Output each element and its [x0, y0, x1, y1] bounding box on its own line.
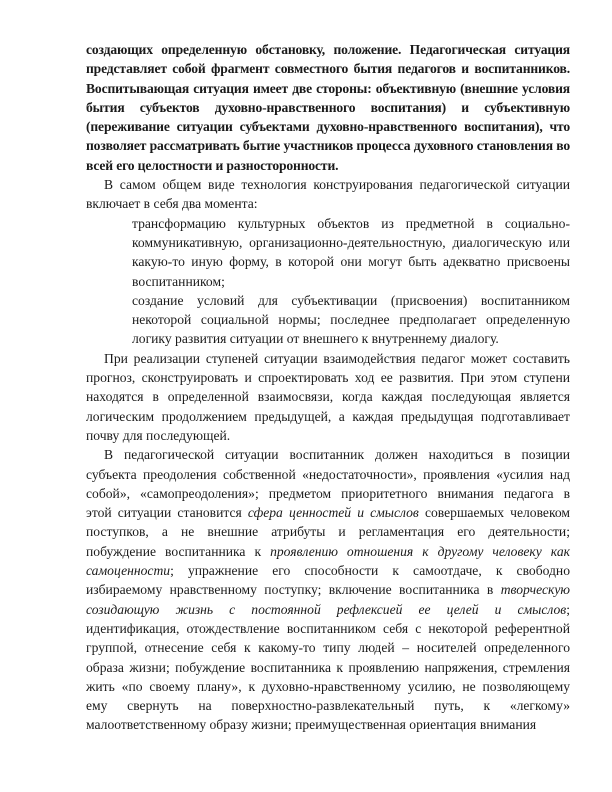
text-line: поступков, а не внешние атрибуты и регламентация его деятельности;	[86, 524, 570, 540]
text-line: В самом общем виде технология конструирования педагогической ситуации	[104, 177, 570, 193]
text-line: почву для последующей.	[86, 427, 231, 443]
text-line: бытия субъектов духовно-нравственного воспитания) и субъективную	[86, 99, 570, 115]
bullet-item	[132, 291, 570, 349]
text-line: ему свернуть на поверхностно-развлекательный путь, к «легкому»	[86, 698, 570, 714]
text-line: самоценности; упражнение его способности к самоотдаче, к свободно	[86, 563, 570, 579]
text-line: собой», «самопреодоления»; предметом приоритетного внимания педагога в	[86, 485, 570, 501]
text-line: логическим продолжением предыдущей, а каждая предыдущая подготавливает	[86, 408, 570, 424]
paragraph	[86, 175, 570, 214]
text-line: идентификация, отождествление воспитанником себя с некоторой референтной	[86, 620, 570, 636]
text-line: воспитанником;	[132, 273, 225, 289]
text-line: логику развития ситуации от внешнего к внутреннему диалогу.	[132, 331, 499, 347]
text-line: всей его целостности и разносторонности.	[86, 157, 339, 173]
text-line: субъекта преодоления собственной «недостаточности», проявления «усилия над	[86, 466, 570, 482]
text-line: находятся в определенной взаимосвязи, когда каждая последующая является	[86, 389, 570, 405]
text-line: группой, отнесение себя к какому-то типу людей – носителей определенного	[86, 640, 570, 656]
text-line: некоторой социальной нормы; последнее предполагает определенную	[132, 312, 570, 328]
document-page	[86, 40, 570, 735]
text-line: созидающую жизнь с постоянной рефлексией ее целей и смыслов;	[86, 601, 570, 617]
text-line: включает в себя два момента:	[86, 196, 258, 212]
text-line: создающих определенную обстановку, положение. Педагогическая ситуация	[86, 42, 570, 57]
text-line: (переживание ситуации субъектами духовно-нравственного воспитания), что	[86, 119, 570, 135]
text-line: побуждение воспитанника к проявлению отношения к другому человеку как	[86, 543, 570, 559]
text-line: В педагогической ситуации воспитанник должен находиться в позиции	[104, 447, 570, 463]
paragraph	[86, 40, 570, 175]
text-line: Воспитывающая ситуация имеет две стороны: объективную (внешние условия	[86, 80, 570, 96]
text-line: При реализации ступеней ситуации взаимодействия педагог может составить	[104, 350, 570, 366]
text-line: этой ситуации становится сфера ценностей и смыслов совершаемых человеком	[86, 505, 570, 521]
text-line: прогноз, сконструировать и спроектировать ход ее развития. При этом ступени	[86, 370, 570, 386]
paragraph	[86, 445, 570, 734]
text-line: коммуникативную, организационно-деятельностную, диалогическую или	[132, 234, 570, 250]
text-line: трансформацию культурных объектов из предметной в социально-	[132, 215, 570, 231]
text-line: образа жизни; побуждение воспитанника к проявлению напряжения, стремления	[86, 659, 570, 675]
text-line: позволяет рассматривать бытие участников процесса духовного становления во	[86, 138, 570, 154]
text-line: жить «по своему плану», к духовно-нравственному усилию, не позволяющему	[86, 678, 570, 694]
text-line: создание условий для субъективации (присвоения) воспитанником	[132, 292, 570, 308]
bullet-item	[132, 214, 570, 291]
text-line: представляет собой фрагмент совместного бытия педагогов и воспитанников.	[86, 61, 570, 77]
paragraph	[86, 349, 570, 445]
text-line: малоответственному образу жизни; преимущественная ориентация внимания	[86, 717, 537, 733]
text-line: избираемому нравственному поступку; включение воспитанника в творческую	[86, 582, 570, 598]
text-line: какую-то иную форму, в которой они могут быть адекватно присвоены	[132, 254, 570, 270]
